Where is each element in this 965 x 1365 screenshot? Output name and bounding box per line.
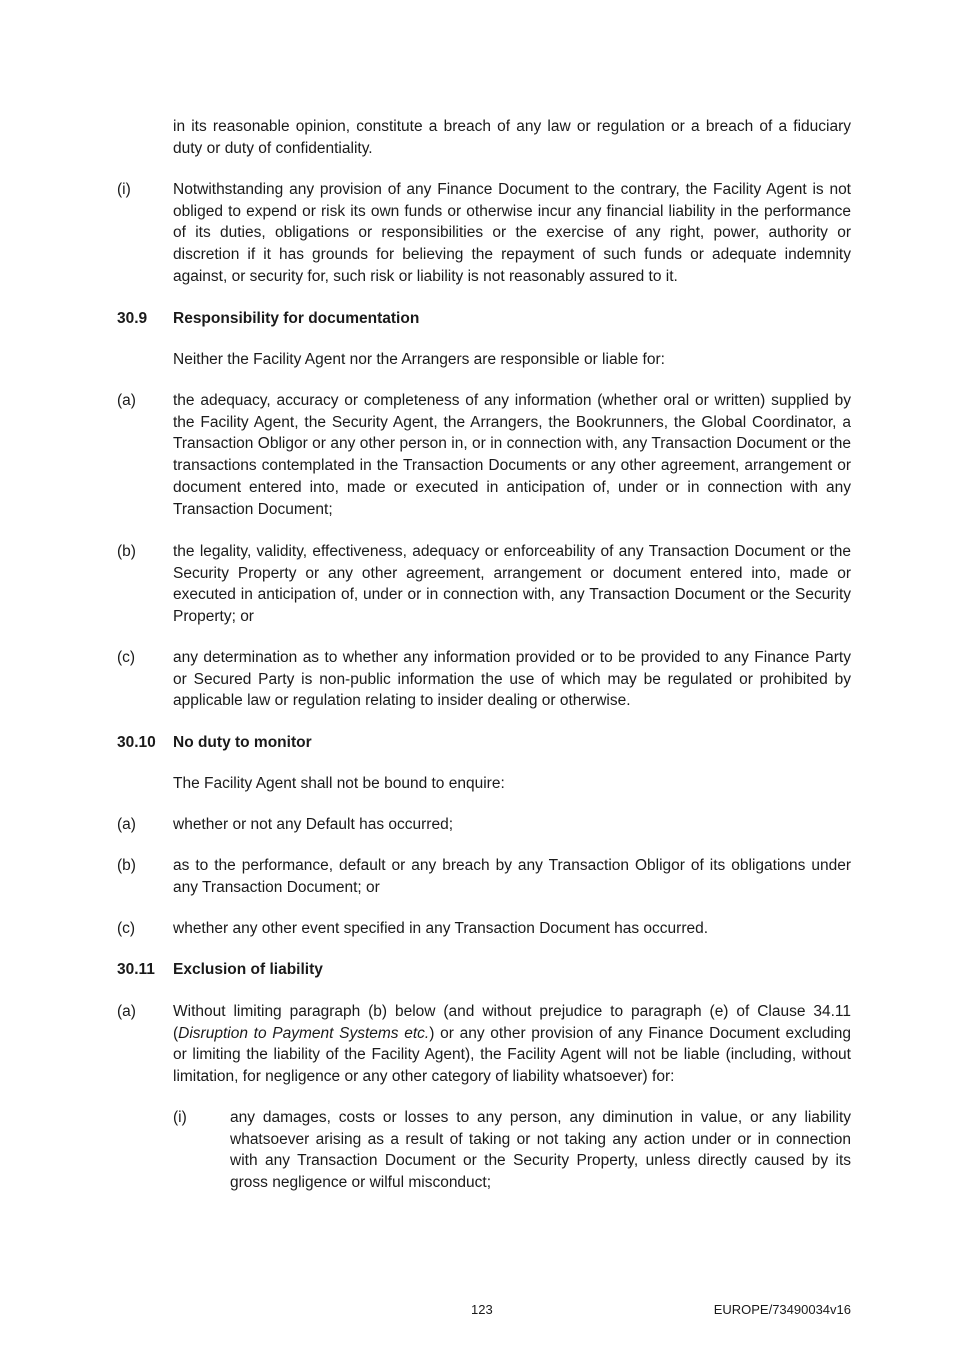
s30-11-sub-i-text: any damages, costs or losses to any person, any diminution in value, or any liability whatsoever arising as a result of taking or not taking any action under or in connection with any Transaction Document or the Security Property, unless directly caused by its gross negligence or wilful misconduct; xyxy=(230,1109,851,1192)
s30-10-item-b-label: (b) xyxy=(117,857,136,874)
s30-10-item-c-label: (c) xyxy=(117,920,136,937)
s30-11-item-a-text-part1: Without limiting paragraph (b) below (and without prejudice to paragraph (e) of Clause 34.11 ( xyxy=(173,1003,851,1042)
para-i-text: Notwithstanding any provision of any Finance Document to the contrary, the Facility Agent is not obliged to expend or risk its own funds or otherwise incur any financial liability in the performance of its duties, obligations or responsibilities or the exercise of any right, power, authority or discretion if it has grounds for believing the repayment of such funds or adequate indemnity against, or security for, such risk or liability is not reasonably assured to it. xyxy=(173,181,851,285)
intro-paragraph: in its reasonable opinion, constitute a breach of any law or regulation or a breach of a fiduciary duty or duty of confidentiality. xyxy=(173,118,851,157)
s30-9-item-a-label: (a) xyxy=(117,392,136,409)
document-reference: EUROPE/73490034v16 xyxy=(713,1302,851,1317)
s30-11-item-a-label: (a) xyxy=(117,1003,136,1020)
section-30-10-number: 30.10 xyxy=(117,734,156,751)
s30-9-item-b-label: (b) xyxy=(117,543,136,560)
section-30-11-number: 30.11 xyxy=(117,961,155,978)
s30-10-item-c-text: whether any other event specified in any Transaction Document has occurred. xyxy=(173,920,709,937)
s30-9-item-b-text: the legality, validity, effectiveness, adequacy or enforceability of any Transaction Document or the Security Property or any other agreement, arrangement or document entered into, made or executed in anticipation of, under or in connection with, any Transaction Document or the Security Property; or xyxy=(173,543,851,626)
s30-10-item-a-text: whether or not any Default has occurred; xyxy=(173,816,454,833)
section-30-10-title: No duty to monitor xyxy=(173,734,312,751)
section-30-9-title: Responsibility for documentation xyxy=(173,310,420,327)
s30-10-item-a-label: (a) xyxy=(117,816,136,833)
page-number: 123 xyxy=(471,1302,493,1317)
s30-11-sub-i-label: (i) xyxy=(173,1109,187,1126)
section-30-10-lead: The Facility Agent shall not be bound to enquire: xyxy=(173,775,505,792)
s30-10-item-b-text: as to the performance, default or any breach by any Transaction Obligor of its obligations under any Transaction Document; or xyxy=(173,857,851,896)
s30-9-item-c-text: any determination as to whether any information provided or to be provided to any Finance Party or Secured Party is non-public information the use of which may be regulated or prohibited by applicable law or regulation relating to insider dealing or otherwise. xyxy=(173,649,851,710)
s30-9-item-c-label: (c) xyxy=(117,649,136,666)
s30-11-item-a-text-part2: ) or any other provision of any Finance Document excluding or limiting the liability of the Facility Agent), the Facility Agent will not be liable (including, without limitation, for negligence or any other category of liability whatsoever) for: xyxy=(173,1024,851,1086)
s30-9-item-a-text: the adequacy, accuracy or completeness of any information (whether oral or written) supplied by the Facility Agent, the Security Agent, the Arrangers, the Bookrunners, the Global Coordinator, a Transaction Obligor or any other person in, or in connection with, any Transaction Document or the transactions contemplated in the Transaction Documents or any other agreement, arrangement or document entered into, made or executed in anticipation of, under or in connection with any Transaction Document; xyxy=(173,392,851,518)
para-i-label: (i) xyxy=(117,181,131,198)
section-30-11-title: Exclusion of liability xyxy=(173,961,323,978)
s30-11-item-a-text xyxy=(173,1001,851,1088)
section-30-9-lead: Neither the Facility Agent nor the Arrangers are responsible or liable for: xyxy=(173,351,665,368)
section-30-9-number: 30.9 xyxy=(117,310,148,327)
clause-reference-italic: Disruption to Payment Systems etc. xyxy=(178,1024,430,1042)
